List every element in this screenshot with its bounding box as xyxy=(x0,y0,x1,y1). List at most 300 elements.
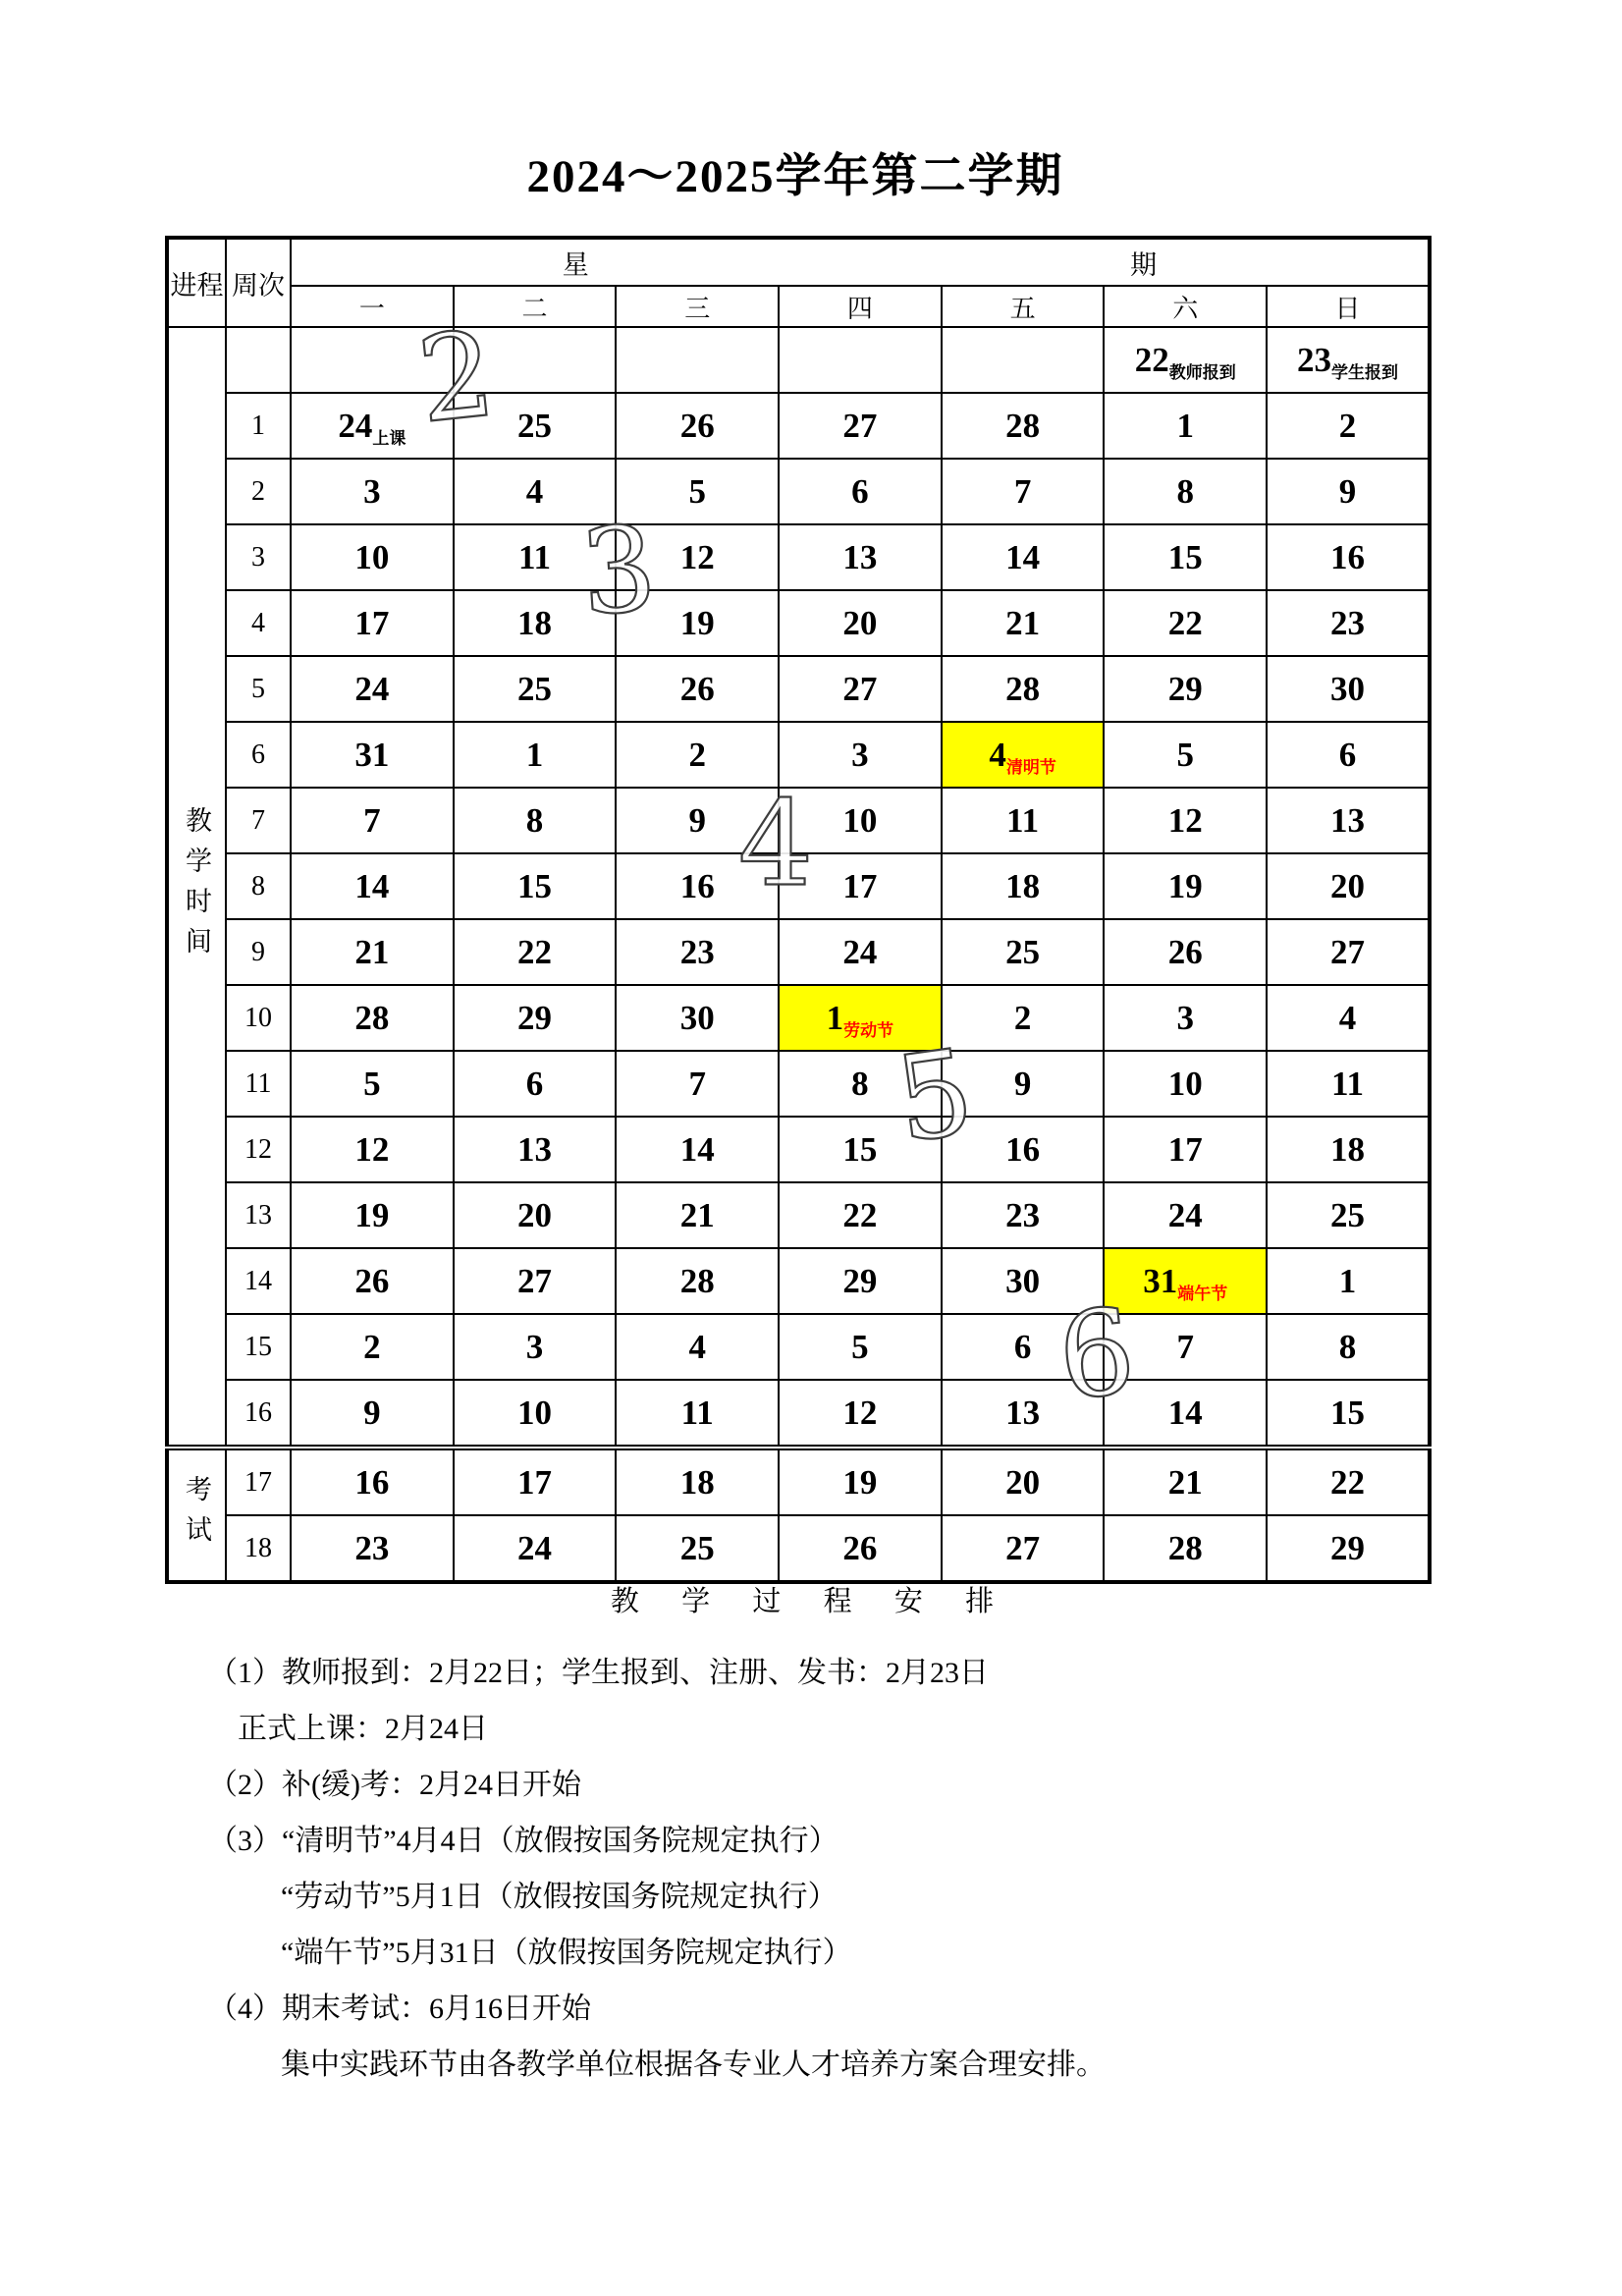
date-number: 31 xyxy=(1143,1261,1178,1300)
date-cell xyxy=(454,1515,617,1582)
date-cell xyxy=(454,1248,617,1314)
holiday-date-cell xyxy=(779,985,942,1051)
week-row-7 xyxy=(167,788,1430,853)
date-cell xyxy=(454,985,617,1051)
date-number: 26 xyxy=(842,1528,878,1567)
date-number: 6 xyxy=(1013,1327,1032,1366)
date-number: 8 xyxy=(851,1064,869,1103)
day-header-6: 六 xyxy=(1104,286,1267,327)
date-number: 12 xyxy=(1167,800,1203,840)
date-cell xyxy=(616,459,779,524)
date-number: 10 xyxy=(1167,1064,1203,1103)
date-number: 15 xyxy=(517,866,553,905)
date-number: 22 xyxy=(517,932,553,971)
date-cell xyxy=(779,1515,942,1582)
date-number: 30 xyxy=(679,998,715,1037)
holiday-label: 端午节 xyxy=(1177,1284,1228,1303)
date-cell xyxy=(779,1117,942,1182)
note-line-8: 集中实践环节由各教学单位根据各专业人才培养方案合理安排。 xyxy=(281,2049,1106,2081)
date-cell xyxy=(616,590,779,656)
date-cell xyxy=(454,1380,617,1448)
date-number: 3 xyxy=(525,1327,544,1366)
month-watermark-digit: 2 xyxy=(411,305,502,451)
date-number: 24 xyxy=(842,932,878,971)
date-cell xyxy=(616,1380,779,1448)
day-header-5: 五 xyxy=(942,286,1105,327)
date-number: 29 xyxy=(1329,1528,1365,1567)
date-cell xyxy=(291,1314,454,1380)
date-number: 2 xyxy=(1338,406,1357,445)
date-number: 7 xyxy=(363,800,381,840)
date-number: 29 xyxy=(1167,669,1203,708)
date-cell xyxy=(1267,1117,1430,1182)
date-number: 23 xyxy=(1005,1195,1041,1234)
date-cell xyxy=(1267,327,1430,393)
holiday-label: 清明节 xyxy=(1005,757,1056,777)
date-number: 21 xyxy=(1167,1462,1203,1502)
week-row-3 xyxy=(167,524,1430,590)
date-cell xyxy=(779,1448,942,1515)
notes-heading: 教 学 过 程 安 排 xyxy=(610,1586,1012,1617)
date-cell xyxy=(616,788,779,853)
date-cell xyxy=(1267,788,1430,853)
week-number-cell: 1 xyxy=(226,393,291,459)
event-label: 教师报到 xyxy=(1168,362,1236,382)
calendar-body xyxy=(167,327,1430,1582)
date-cell xyxy=(616,524,779,590)
date-number: 2 xyxy=(688,735,706,774)
date-cell xyxy=(1104,1515,1267,1582)
date-cell xyxy=(616,1314,779,1380)
date-number: 1 xyxy=(1176,406,1195,445)
date-cell xyxy=(779,788,942,853)
date-number: 26 xyxy=(354,1261,390,1300)
date-cell xyxy=(1104,327,1267,393)
day-header-4: 四 xyxy=(779,286,942,327)
week-number-cell: 14 xyxy=(226,1248,291,1314)
date-cell xyxy=(291,1448,454,1515)
week-row-14 xyxy=(167,1248,1430,1314)
date-number: 6 xyxy=(1338,735,1357,774)
date-number: 2 xyxy=(363,1327,381,1366)
date-cell xyxy=(616,1182,779,1248)
date-number: 23 xyxy=(1296,340,1331,379)
date-cell xyxy=(454,524,617,590)
date-number: 13 xyxy=(1005,1393,1041,1432)
date-cell xyxy=(1104,1314,1267,1380)
date-cell xyxy=(616,853,779,919)
week-number-cell: 5 xyxy=(226,656,291,722)
weekday-header-char: 星 xyxy=(562,249,589,280)
date-cell xyxy=(616,656,779,722)
date-number: 4 xyxy=(688,1327,706,1366)
date-cell xyxy=(454,590,617,656)
date-cell xyxy=(291,919,454,985)
date-number: 17 xyxy=(1167,1129,1203,1169)
date-cell xyxy=(1104,524,1267,590)
date-number: 18 xyxy=(517,603,553,642)
date-number: 5 xyxy=(363,1064,381,1103)
date-cell xyxy=(1267,1182,1430,1248)
date-cell xyxy=(779,722,942,788)
date-number: 25 xyxy=(1005,932,1041,971)
date-cell xyxy=(454,919,617,985)
header-row-days xyxy=(167,286,1430,327)
date-cell xyxy=(779,1314,942,1380)
date-cell xyxy=(1267,1380,1430,1448)
date-cell xyxy=(616,919,779,985)
date-cell xyxy=(291,1182,454,1248)
week-row-6 xyxy=(167,722,1430,788)
date-number: 9 xyxy=(363,1393,381,1432)
week-number-cell: 8 xyxy=(226,853,291,919)
date-cell xyxy=(1104,1448,1267,1515)
date-number: 25 xyxy=(517,406,553,445)
note-line-4: （3）“清明节”4月4日（放假按国务院规定执行） xyxy=(208,1825,838,1857)
date-cell xyxy=(1267,1314,1430,1380)
week-number-cell: 12 xyxy=(226,1117,291,1182)
date-number: 17 xyxy=(517,1462,553,1502)
date-number: 28 xyxy=(679,1261,715,1300)
date-number: 28 xyxy=(1167,1528,1203,1567)
date-cell xyxy=(942,590,1105,656)
date-number: 26 xyxy=(1167,932,1203,971)
date-cell xyxy=(291,1248,454,1314)
date-number: 19 xyxy=(842,1462,878,1502)
date-number: 23 xyxy=(679,932,715,971)
date-number: 27 xyxy=(1329,932,1365,971)
date-number: 15 xyxy=(842,1129,878,1169)
date-number: 31 xyxy=(354,735,390,774)
date-number: 26 xyxy=(679,406,715,445)
week-row-13 xyxy=(167,1182,1430,1248)
day-header-3: 三 xyxy=(616,286,779,327)
week-row-15 xyxy=(167,1314,1430,1380)
date-cell xyxy=(942,459,1105,524)
date-number: 13 xyxy=(517,1129,553,1169)
date-cell xyxy=(779,919,942,985)
date-number: 21 xyxy=(679,1195,715,1234)
note-line-5: “劳动节”5月1日（放假按国务院规定执行） xyxy=(281,1881,838,1913)
date-number: 29 xyxy=(842,1261,878,1300)
date-number: 11 xyxy=(517,537,552,576)
date-number: 14 xyxy=(1167,1393,1203,1432)
date-cell xyxy=(942,1515,1105,1582)
date-number: 9 xyxy=(1013,1064,1032,1103)
week-number-cell: 3 xyxy=(226,524,291,590)
date-cell xyxy=(616,722,779,788)
date-cell xyxy=(454,722,617,788)
date-cell xyxy=(942,788,1105,853)
day-header-2: 二 xyxy=(454,286,617,327)
week-row-17 xyxy=(167,1448,1430,1515)
week-number-cell: 15 xyxy=(226,1314,291,1380)
date-number: 10 xyxy=(354,537,390,576)
holiday-date-cell xyxy=(1104,1248,1267,1314)
date-number: 8 xyxy=(1338,1327,1357,1366)
date-cell xyxy=(1104,393,1267,459)
week-number-cell: 10 xyxy=(226,985,291,1051)
date-cell xyxy=(1267,919,1430,985)
week-row-5 xyxy=(167,656,1430,722)
registration-row xyxy=(167,327,1430,393)
date-cell xyxy=(454,853,617,919)
semester-calendar-table xyxy=(165,236,1432,1584)
date-number: 28 xyxy=(1005,669,1041,708)
date-number: 10 xyxy=(517,1393,553,1432)
month-watermark-digit: 6 xyxy=(1052,1283,1142,1428)
date-cell xyxy=(1267,1248,1430,1314)
date-number: 8 xyxy=(1176,471,1195,511)
month-watermark-digit: 3 xyxy=(576,501,661,642)
date-cell xyxy=(942,919,1105,985)
date-number: 30 xyxy=(1329,669,1365,708)
date-number: 25 xyxy=(517,669,553,708)
date-cell xyxy=(942,1117,1105,1182)
date-number: 15 xyxy=(1329,1393,1365,1432)
date-cell xyxy=(779,459,942,524)
date-number: 24 xyxy=(354,669,390,708)
week-row-8 xyxy=(167,853,1430,919)
date-cell xyxy=(779,1182,942,1248)
date-cell xyxy=(616,327,779,393)
date-cell xyxy=(779,1051,942,1117)
date-cell xyxy=(454,459,617,524)
date-number: 18 xyxy=(1329,1129,1365,1169)
date-cell xyxy=(779,327,942,393)
date-cell xyxy=(1104,1380,1267,1448)
week-number-cell: 16 xyxy=(226,1380,291,1448)
date-number: 10 xyxy=(842,800,878,840)
date-cell xyxy=(1267,656,1430,722)
date-number: 11 xyxy=(1330,1064,1365,1103)
holiday-date-cell xyxy=(942,722,1105,788)
date-number: 16 xyxy=(1005,1129,1041,1169)
date-number: 27 xyxy=(842,669,878,708)
week-number-cell: 4 xyxy=(226,590,291,656)
date-cell xyxy=(291,327,454,393)
date-cell xyxy=(1267,590,1430,656)
date-number: 19 xyxy=(679,603,715,642)
date-cell xyxy=(291,656,454,722)
date-number: 12 xyxy=(842,1393,878,1432)
date-cell xyxy=(779,853,942,919)
date-number: 22 xyxy=(1134,340,1169,379)
date-cell xyxy=(616,393,779,459)
date-cell xyxy=(1104,919,1267,985)
date-cell xyxy=(942,524,1105,590)
date-cell xyxy=(291,1051,454,1117)
week-number-cell: 13 xyxy=(226,1182,291,1248)
date-cell xyxy=(779,524,942,590)
date-cell xyxy=(291,459,454,524)
week-row-18 xyxy=(167,1515,1430,1582)
date-number: 12 xyxy=(679,537,715,576)
month-watermark-digit: 5 xyxy=(888,1023,982,1171)
date-cell xyxy=(1267,985,1430,1051)
date-cell xyxy=(779,1380,942,1448)
date-number: 15 xyxy=(1167,537,1203,576)
week-number-cell: 6 xyxy=(226,722,291,788)
date-number: 11 xyxy=(680,1393,714,1432)
date-cell xyxy=(291,1515,454,1582)
week-number-cell: 11 xyxy=(226,1051,291,1117)
date-cell xyxy=(1104,985,1267,1051)
date-cell xyxy=(454,788,617,853)
date-number: 14 xyxy=(354,866,390,905)
month-watermark-digit: 4 xyxy=(737,776,814,913)
date-cell xyxy=(616,1248,779,1314)
date-number: 28 xyxy=(1005,406,1041,445)
date-number: 28 xyxy=(354,998,390,1037)
date-cell xyxy=(942,1448,1105,1515)
date-cell xyxy=(454,1448,617,1515)
date-cell xyxy=(291,788,454,853)
week-number-cell: 9 xyxy=(226,919,291,985)
date-cell xyxy=(1267,1448,1430,1515)
date-cell xyxy=(1104,853,1267,919)
date-number: 3 xyxy=(1176,998,1195,1037)
date-cell xyxy=(942,1182,1105,1248)
date-number: 4 xyxy=(989,735,1006,774)
date-number: 5 xyxy=(1176,735,1195,774)
date-cell xyxy=(454,656,617,722)
date-number: 25 xyxy=(679,1528,715,1567)
notes-section xyxy=(0,1579,1622,2093)
date-number: 21 xyxy=(354,932,390,971)
date-number: 24 xyxy=(338,406,373,445)
date-number: 1 xyxy=(1338,1261,1357,1300)
date-number: 8 xyxy=(525,800,544,840)
date-cell xyxy=(616,1448,779,1515)
date-cell xyxy=(942,1248,1105,1314)
date-number: 18 xyxy=(1005,866,1041,905)
date-cell xyxy=(1104,656,1267,722)
date-cell xyxy=(291,985,454,1051)
date-number: 21 xyxy=(1005,603,1041,642)
date-cell xyxy=(454,1182,617,1248)
date-cell xyxy=(291,853,454,919)
week-row-12 xyxy=(167,1117,1430,1182)
date-cell xyxy=(616,985,779,1051)
week-row-11 xyxy=(167,1051,1430,1117)
week-row-16 xyxy=(167,1380,1430,1448)
date-cell xyxy=(942,1314,1105,1380)
date-cell xyxy=(291,1380,454,1448)
date-number: 9 xyxy=(1338,471,1357,511)
header-row-top xyxy=(167,238,1430,286)
date-number: 7 xyxy=(1176,1327,1195,1366)
date-number: 6 xyxy=(525,1064,544,1103)
date-cell xyxy=(454,393,617,459)
date-number: 25 xyxy=(1329,1195,1365,1234)
week-row-2 xyxy=(167,459,1430,524)
date-cell xyxy=(942,327,1105,393)
date-cell xyxy=(779,393,942,459)
date-cell xyxy=(942,853,1105,919)
date-number: 23 xyxy=(1329,603,1365,642)
day-header-1: 一 xyxy=(291,286,454,327)
event-label: 上课 xyxy=(372,428,406,448)
event-label: 学生报到 xyxy=(1330,362,1398,382)
week-row-10 xyxy=(167,985,1430,1051)
date-number: 14 xyxy=(679,1129,715,1169)
date-cell xyxy=(779,590,942,656)
column-header-week: 周次 xyxy=(226,238,291,327)
week-number-cell: 17 xyxy=(226,1448,291,1515)
date-cell xyxy=(942,1051,1105,1117)
date-number: 30 xyxy=(1005,1261,1041,1300)
date-number: 4 xyxy=(1338,998,1357,1037)
date-number: 6 xyxy=(851,471,869,511)
date-number: 1 xyxy=(525,735,544,774)
week-number-cell xyxy=(226,327,291,393)
date-cell xyxy=(1104,1182,1267,1248)
date-number: 24 xyxy=(517,1528,553,1567)
date-number: 11 xyxy=(1006,800,1040,840)
date-number: 24 xyxy=(1167,1195,1203,1234)
date-number: 5 xyxy=(851,1327,869,1366)
date-cell xyxy=(291,590,454,656)
column-header-progress: 进程 xyxy=(167,238,226,327)
week-row-1 xyxy=(167,393,1430,459)
date-cell xyxy=(942,985,1105,1051)
date-cell xyxy=(942,656,1105,722)
date-number: 20 xyxy=(517,1195,553,1234)
date-number: 29 xyxy=(517,998,553,1037)
date-cell xyxy=(454,1117,617,1182)
week-number-cell: 2 xyxy=(226,459,291,524)
note-line-6: “端午节”5月31日（放假按国务院规定执行） xyxy=(281,1937,852,1969)
date-cell xyxy=(1104,590,1267,656)
date-number: 19 xyxy=(1167,866,1203,905)
date-number: 12 xyxy=(354,1129,390,1169)
page-title: 2024～2025学年第二学期 xyxy=(526,151,1064,202)
date-cell xyxy=(1104,1051,1267,1117)
date-cell xyxy=(454,1051,617,1117)
date-number: 22 xyxy=(1167,603,1203,642)
date-cell xyxy=(454,1314,617,1380)
week-number-cell: 18 xyxy=(226,1515,291,1582)
holiday-label: 劳动节 xyxy=(843,1020,894,1040)
date-cell xyxy=(1267,853,1430,919)
date-cell xyxy=(1267,393,1430,459)
date-cell xyxy=(616,1051,779,1117)
date-cell xyxy=(1104,788,1267,853)
date-number: 16 xyxy=(1329,537,1365,576)
note-line-1: （1）教师报到：2月22日；学生报到、注册、发书：2月23日 xyxy=(208,1657,989,1689)
date-cell xyxy=(1104,722,1267,788)
note-line-7: （4）期末考试：6月16日开始 xyxy=(208,1993,591,2025)
date-number: 14 xyxy=(1005,537,1041,576)
date-number: 4 xyxy=(525,471,544,511)
date-number: 23 xyxy=(354,1528,390,1567)
date-number: 7 xyxy=(688,1064,706,1103)
date-cell xyxy=(1267,1515,1430,1582)
date-cell xyxy=(1267,524,1430,590)
date-number: 22 xyxy=(842,1195,878,1234)
week-row-9 xyxy=(167,919,1430,985)
date-cell xyxy=(1104,1117,1267,1182)
date-number: 3 xyxy=(363,471,381,511)
date-number: 20 xyxy=(842,603,878,642)
date-cell xyxy=(616,1515,779,1582)
date-number: 20 xyxy=(1329,866,1365,905)
date-number: 27 xyxy=(517,1261,553,1300)
date-cell xyxy=(616,1117,779,1182)
date-cell xyxy=(454,327,617,393)
date-number: 5 xyxy=(688,471,706,511)
